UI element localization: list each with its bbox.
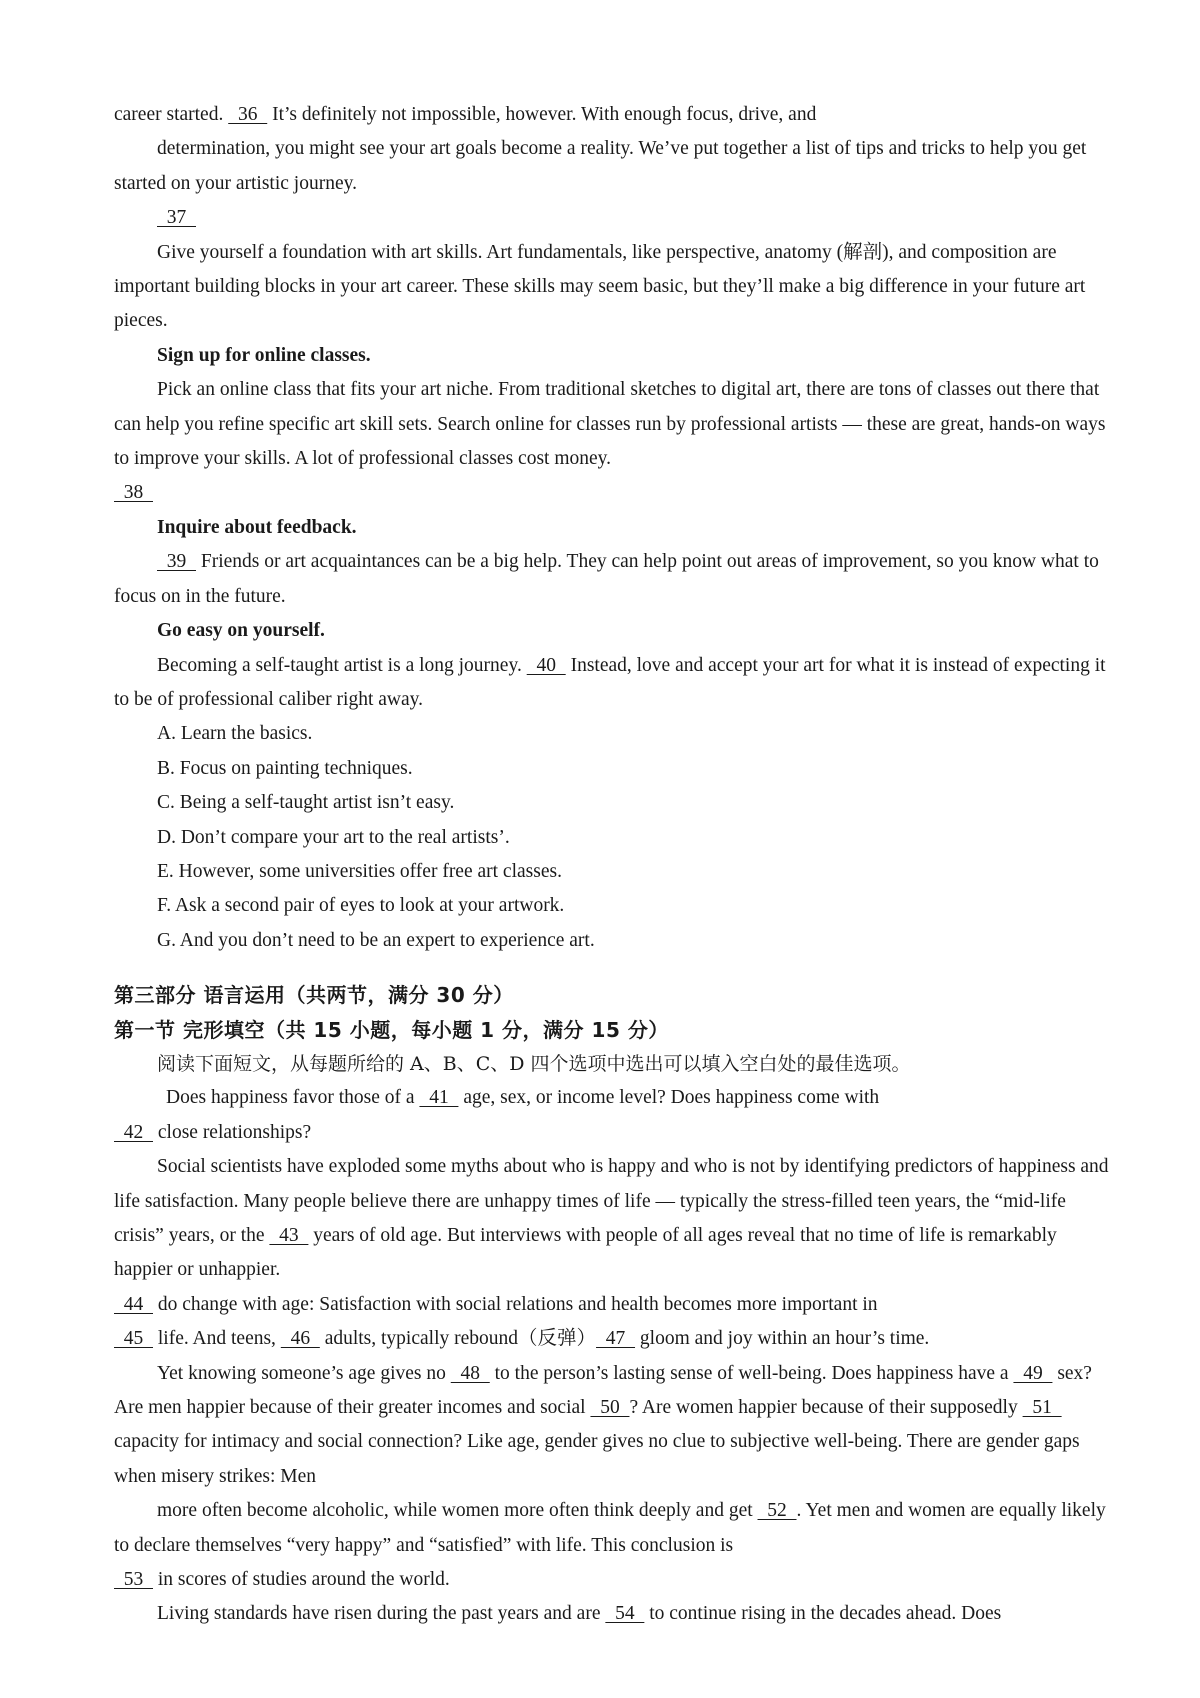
paragraph-feedback: 39 Friends or art acquaintances can be a big help. They can help point out areas of improvement, so you know what to focus on in the future. <box>114 551 1099 607</box>
blank-52: 52 <box>757 1500 797 1522</box>
option-a: A. Learn the basics. <box>157 723 313 745</box>
paragraph-online-classes: Pick an online class that fits your art niche. From traditional sketches to digital art, there are tons of classes out there that can help you refine specific art skill sets. Search online for classes run by professional artists — these are great, hands-on ways to improve your skills. A lot of professional classes cost money. <box>114 379 1106 470</box>
cloze-paragraph-misery: more often become alcoholic, while women more often think deeply and get 52 . Yet men and women are equally likely to declare themselves “very happy” and “satisfied” with life. This conclusion is <box>114 1500 1106 1556</box>
options-list <box>114 717 1110 958</box>
heading-online-classes: Sign up for online classes. <box>157 344 371 366</box>
option-c: C. Being a self-taught artist isn’t easy. <box>157 792 455 814</box>
blank-48: 48 <box>450 1362 490 1384</box>
cloze-line-44: 44 do change with age: Satisfaction with social relations and health becomes more important in <box>114 1293 878 1315</box>
blank-54: 54 <box>605 1603 645 1625</box>
cloze-paragraph-myths: Social scientists have exploded some myths about who is happy and who is not by identifying predictors of happiness and life satisfaction. Many people believe there are unhappy times of life — typically the stress-filled teen years, the “mid-life crisis” years, or the 43 years of old age. But interviews with people of all ages reveal that no time of life is remarkably happier or unhappier. <box>114 1156 1109 1281</box>
section-one-heading: 第一节 完形填空（共 15 小题，每小题 1 分，满分 15 分） <box>114 1017 669 1042</box>
blank-53: 53 <box>114 1569 153 1591</box>
paragraph-foundation: Give yourself a foundation with art skills. Art fundamentals, like perspective, anatomy (解剖), and composition are important building blocks in your art career. These skills may seem basic, but they’ll make a big difference in your future art pieces. <box>114 241 1086 332</box>
cloze-line-42: 42 close relationships? <box>114 1121 312 1143</box>
blank-46: 46 <box>280 1328 320 1350</box>
part-three-heading: 第三部分 语言运用（共两节，满分 30 分） <box>114 983 514 1008</box>
paragraph-intro-end: career started. 36 It’s definitely not impossible, however. With enough focus, drive, and <box>114 104 817 125</box>
blank-37-line <box>114 201 1110 235</box>
blank-36: 36 <box>228 104 268 125</box>
blank-39: 39 <box>157 551 196 573</box>
cloze-line-53: 53 in scores of studies around the world. <box>114 1569 450 1591</box>
instructions: 阅读下面短文，从每题所给的 A、B、C、D 四个选项中选出可以填入空白处的最佳选项。 <box>157 1052 911 1075</box>
cloze-paragraph-gender: Yet knowing someone’s age gives no 48 to the person’s lasting sense of well-being. Does happiness have a 49 sex? Are men happier because of their greater incomes and social 50 ? Are women happier because of their supposedly 51 capacity for intimacy and social connection? Like age, gender gives no clue to subjective well-being. There are gender gaps when misery strikes: Men <box>114 1362 1092 1487</box>
blank-44: 44 <box>114 1293 153 1315</box>
blank-42: 42 <box>114 1121 153 1143</box>
option-e: E. However, some universities offer free art classes. <box>157 860 562 882</box>
option-f: F. Ask a second pair of eyes to look at your artwork. <box>157 895 565 917</box>
blank-49: 49 <box>1013 1362 1053 1384</box>
cloze-line-45: 45 life. And teens, 46 adults, typically rebound（反弹） 47 gloom and joy within an hour’s time. <box>114 1328 930 1350</box>
blank-51: 51 <box>1022 1397 1062 1419</box>
paragraph-determination: determination, you might see your art goals become a reality. We’ve put together a list of tips and tricks to help you get started on your artistic journey. <box>114 138 1087 194</box>
heading-go-easy: Go easy on yourself. <box>157 620 325 642</box>
paragraph-go-easy: Becoming a self-taught artist is a long journey. 40 Instead, love and accept your art for what it is instead of expecting it to be of professional caliber right away. <box>114 654 1106 710</box>
option-d: D. Don’t compare your art to the real artists’. <box>157 826 510 848</box>
option-b: B. Focus on painting techniques. <box>157 757 413 779</box>
cloze-line-41: Does happiness favor those of a 41 age, sex, or income level? Does happiness come with <box>166 1087 880 1109</box>
blank-50: 50 <box>590 1397 630 1419</box>
heading-feedback: Inquire about feedback. <box>157 516 357 538</box>
blank-38: 38 <box>114 482 153 504</box>
blank-43: 43 <box>269 1225 309 1246</box>
cloze-paragraph-living-standards: Living standards have risen during the past years and are 54 to continue rising in the decades ahead. Does <box>157 1603 1002 1625</box>
blank-47: 47 <box>596 1328 636 1350</box>
blank-37: 37 <box>157 207 196 229</box>
option-g: G. And you don’t need to be an expert to experience art. <box>157 929 595 951</box>
blank-40: 40 <box>526 654 566 676</box>
blank-41: 41 <box>419 1087 459 1109</box>
blank-38-line <box>114 476 1110 510</box>
blank-45: 45 <box>114 1328 153 1350</box>
